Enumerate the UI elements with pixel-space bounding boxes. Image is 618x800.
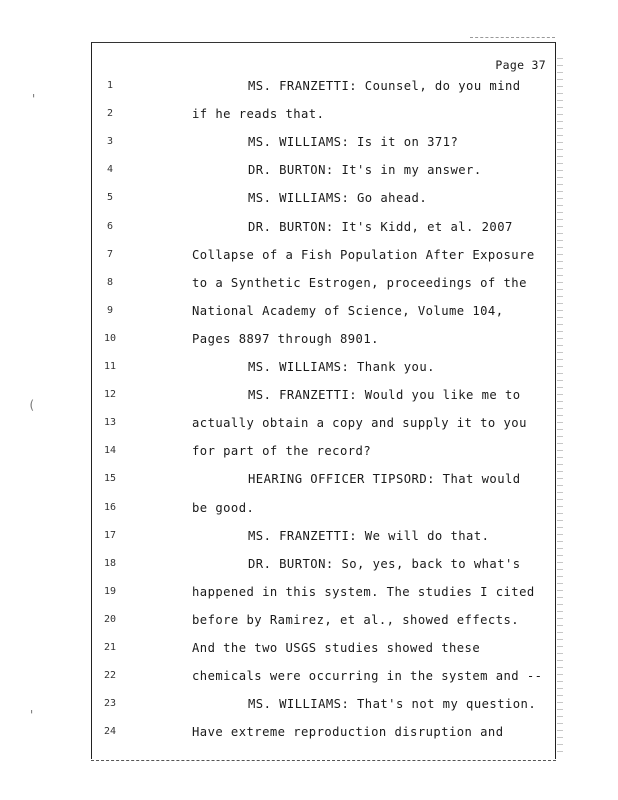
transcript-line: MS. FRANZETTI: We will do that. [248, 528, 490, 543]
transcript-line: DR. BURTON: It's in my answer. [248, 163, 482, 178]
transcript-line: chemicals were occurring in the system and -- [192, 669, 543, 684]
line-number: 13 [103, 417, 117, 429]
page-bottom-rule [91, 760, 556, 761]
line-number: 3 [106, 136, 114, 148]
line-number: 10 [103, 332, 117, 344]
line-number: 19 [103, 585, 117, 597]
line-number: 6 [106, 220, 114, 232]
transcript-line: to a Synthetic Estrogen, proceedings of the [192, 275, 527, 290]
line-number: 18 [103, 557, 117, 569]
transcript-line: Pages 8897 through 8901. [192, 331, 379, 346]
line-number: 2 [106, 108, 114, 120]
transcript-line: Have extreme reproduction disruption and [192, 725, 504, 740]
scan-artifact-right-edge [557, 58, 563, 758]
transcript-line: actually obtain a copy and supply it to you [192, 416, 527, 431]
line-number: 15 [103, 473, 117, 485]
margin-mark: ' [28, 708, 36, 722]
line-number: 7 [106, 248, 114, 260]
transcript-line: MS. WILLIAMS: Is it on 371? [248, 135, 459, 150]
page-number: Page 37 [495, 58, 546, 72]
line-number: 11 [103, 361, 117, 372]
transcript-line: MS. FRANZETTI: Would you like me to [248, 388, 521, 403]
transcript-line: MS. WILLIAMS: Go ahead. [248, 191, 428, 206]
line-number: 9 [106, 304, 114, 316]
line-number: 8 [106, 276, 114, 288]
line-number: 22 [103, 670, 117, 682]
line-number: 12 [103, 389, 117, 401]
transcript-line: be good. [192, 500, 255, 515]
margin-mark: ' [30, 92, 38, 106]
transcript-line: DR. BURTON: So, yes, back to what's [248, 556, 521, 571]
line-number: 17 [103, 529, 117, 541]
transcript-line: DR. BURTON: It's Kidd, et al. 2007 [248, 219, 513, 234]
line-number: 4 [106, 164, 114, 176]
line-number: 20 [103, 613, 117, 625]
line-number: 21 [103, 642, 117, 653]
transcript-line: if he reads that. [192, 107, 325, 122]
line-number: 23 [103, 698, 117, 710]
line-number: 5 [106, 192, 114, 204]
line-number: 16 [103, 501, 117, 513]
transcript-line: MS. WILLIAMS: That's not my question. [248, 697, 537, 712]
transcript-line: MS. WILLIAMS: Thank you. [248, 360, 435, 374]
transcript-line: before by Ramirez, et al., showed effects. [192, 612, 520, 627]
transcript-line: HEARING OFFICER TIPSORD: That would [248, 472, 521, 487]
line-number: 14 [103, 445, 117, 457]
transcript-line: And the two USGS studies showed these [192, 641, 481, 655]
transcript-line: National Academy of Science, Volume 104, [192, 303, 504, 318]
transcript-line: MS. FRANZETTI: Counsel, do you mind [248, 79, 521, 93]
transcript-line: for part of the record? [192, 444, 372, 459]
line-number: 24 [103, 726, 117, 738]
transcript-line: happened in this system. The studies I cited [192, 584, 535, 599]
scan-artifact-top [470, 37, 555, 41]
line-number: 1 [106, 80, 114, 91]
margin-mark: ( [28, 398, 36, 412]
transcript-line: Collapse of a Fish Population After Exposure [192, 247, 535, 262]
